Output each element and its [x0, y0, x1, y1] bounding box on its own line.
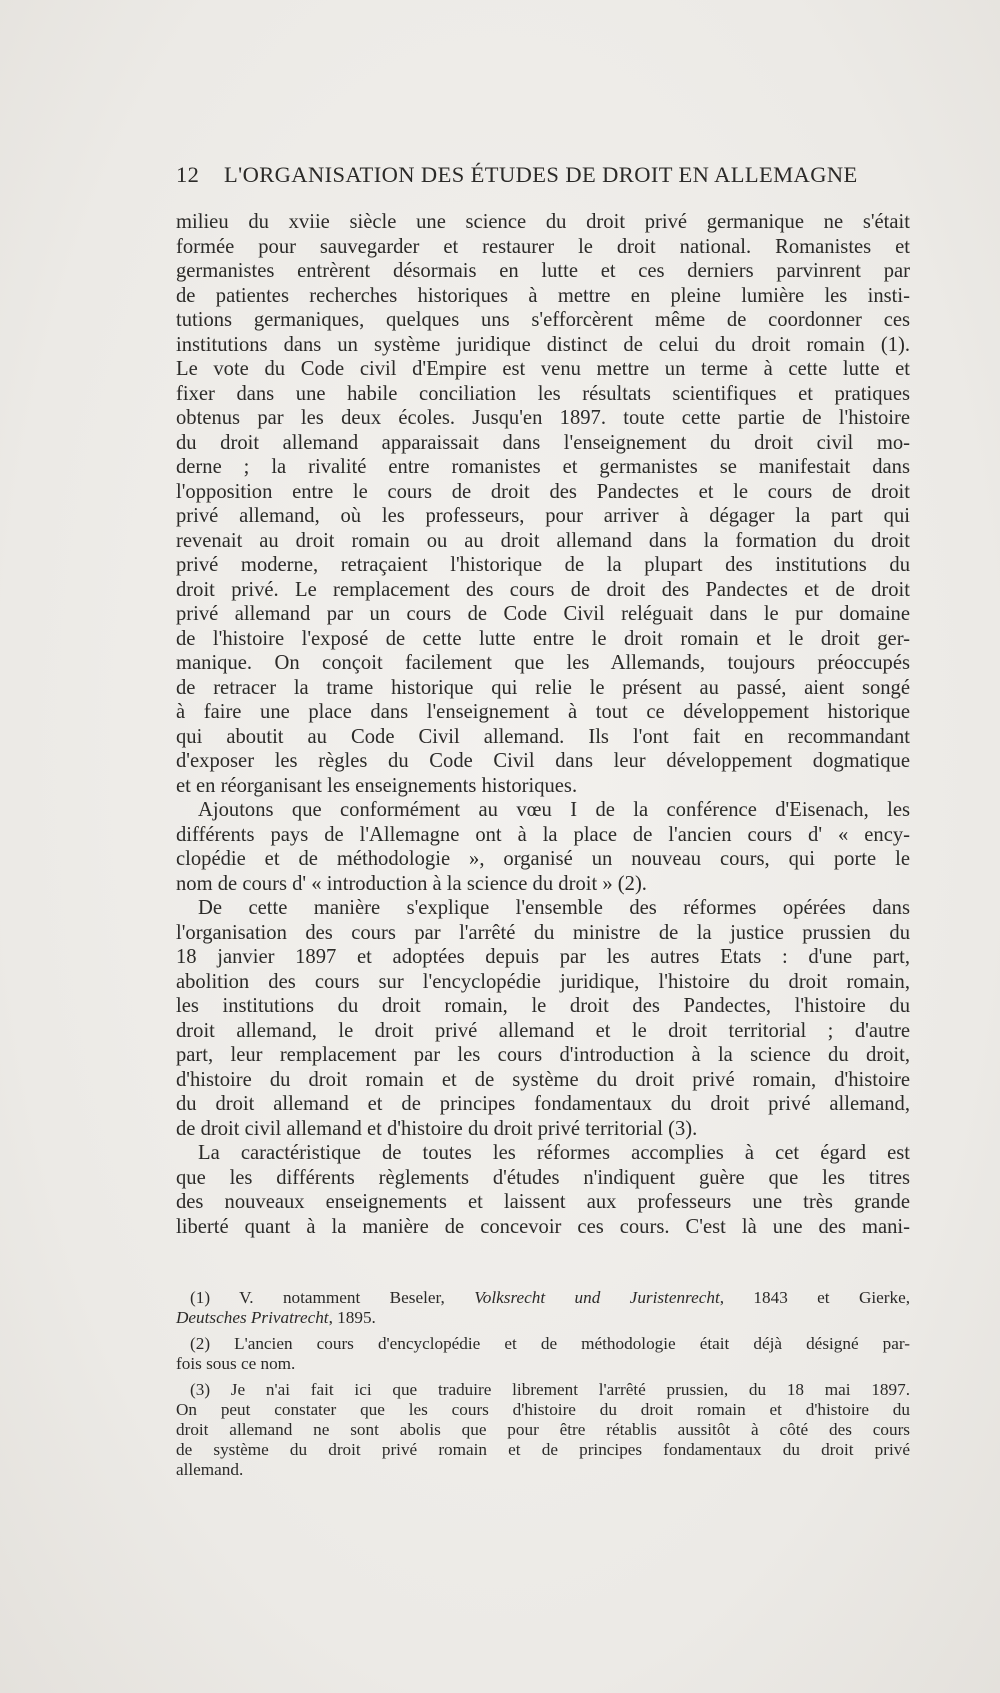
cited-work-title: Deutsches Privatrecht — [176, 1308, 329, 1327]
footnote-text: de système du droit privé romain et de principes fondamentaux du droit privé — [176, 1440, 910, 1459]
text-line: privé allemand, où les professeurs, pour arriver à dégager la part qui — [176, 505, 910, 527]
footnote-1 — [176, 1288, 910, 1328]
text-line: clopédie et de méthodologie », organisé un nouveau cours, qui porte le — [176, 848, 910, 870]
text-line: des nouveaux enseignements et laissent aux professeurs une très grande — [176, 1191, 910, 1213]
text-line: germanistes entrèrent désormais en lutte et ces derniers parvinrent par — [176, 260, 910, 282]
cited-work-title: Volksrecht und Juristenrecht — [474, 1288, 720, 1307]
text-line: De cette manière s'explique l'ensemble des réformes opérées dans — [198, 897, 910, 919]
footnote-3 — [176, 1380, 910, 1480]
footnote-line — [176, 1288, 910, 1308]
text-line: Ajoutons que conformément au vœu I de la conférence d'Eisenach, les — [198, 799, 910, 821]
footnote-text: , 1895. — [328, 1308, 376, 1327]
text-line: privé moderne, retraçaient l'historique de la plupart des institutions du — [176, 554, 910, 576]
footnote-line — [176, 1460, 910, 1480]
footnote-text: , 1843 et Gierke, — [719, 1288, 911, 1307]
text-line: obtenus par les deux écoles. Jusqu'en 1897. toute cette partie de l'histoire — [176, 407, 910, 429]
text-line: nom de cours d' « introduction à la science du droit » (2). — [176, 872, 647, 895]
main-text — [176, 210, 910, 1239]
text-line: revenait au droit romain ou au droit allemand dans la formation du droit — [176, 529, 910, 552]
text-line: liberté quant à la manière de concevoir ces cours. C'est là une des mani- — [176, 1215, 910, 1238]
text-line: droit allemand, le droit privé allemand et le droit territorial ; d'autre — [176, 1019, 910, 1042]
text-line: 18 janvier 1897 et adoptées depuis par les autres Etats : d'une part, — [176, 946, 910, 968]
text-line: milieu du xviie siècle une science du droit privé germanique ne s'était — [176, 211, 910, 233]
footnote-text: droit allemand ne sont abolis que pour être rétablis aussitôt à côté des cours — [176, 1420, 910, 1439]
footnote-line — [176, 1354, 910, 1374]
text-line: de patientes recherches historiques à mettre en pleine lumière les insti- — [176, 284, 910, 307]
text-line: qui aboutit au Code Civil allemand. Ils l'ont fait en recommandant — [176, 725, 910, 748]
footnote-text: (1) V. notamment Beseler, — [190, 1288, 475, 1307]
text-line: privé allemand par un cours de Code Civil reléguait dans le pur domaine — [176, 603, 910, 625]
footnote-line — [176, 1400, 910, 1420]
footnote-line — [176, 1334, 910, 1354]
text-line: et en réorganisant les enseignements historiques. — [176, 774, 578, 797]
text-line: l'organisation des cours par l'arrêté du ministre de la justice prussien du — [176, 921, 910, 944]
text-line: l'opposition entre le cours de droit des Pandectes et le cours de droit — [176, 480, 910, 503]
footnote-text: (3) Je n'ai fait ici que traduire librement l'arrêté prussien, du 18 mai 1897. — [190, 1380, 910, 1399]
text-line: du droit allemand apparaissait dans l'enseignement du droit civil mo- — [176, 431, 910, 454]
footnote-line — [176, 1420, 910, 1440]
text-line: de l'histoire l'exposé de cette lutte entre le droit romain et le droit ger- — [176, 627, 910, 650]
text-line: de retracer la trame historique qui relie le présent au passé, aient songé — [176, 676, 910, 699]
text-line: abolition des cours sur l'encyclopédie juridique, l'histoire du droit romain, — [176, 970, 910, 993]
footnote-line — [176, 1440, 910, 1460]
text-line: que les différents règlements d'études n'indiquent guère que les titres — [176, 1166, 910, 1189]
text-line: formée pour sauvegarder et restaurer le droit national. Romanistes et — [176, 235, 910, 258]
text-line: droit privé. Le remplacement des cours de droit des Pandectes et de droit — [176, 578, 910, 601]
footnote-2 — [176, 1334, 910, 1374]
text-line: fixer dans une habile conciliation les résultats scientifiques et pratiques — [176, 382, 910, 405]
text-line: de droit civil allemand et d'histoire du droit privé territorial (3). — [176, 1117, 698, 1140]
text-line: La caractéristique de toutes les réformes accomplies à cet égard est — [198, 1142, 910, 1164]
text-line: tutions germaniques, quelques uns s'efforcèrent même de coordonner ces — [176, 309, 910, 331]
running-title: L'ORGANISATION DES ÉTUDES DE DROIT EN ALLEMAGNE — [224, 162, 858, 187]
text-line: à faire une place dans l'enseignement à tout ce développement historique — [176, 701, 910, 723]
text-line: d'histoire du droit romain et de système du droit privé romain, d'histoire — [176, 1068, 910, 1091]
text-line: manique. On conçoit facilement que les Allemands, toujours préoccupés — [176, 652, 910, 674]
footnote-text: allemand. — [176, 1460, 244, 1479]
footnote-line — [176, 1308, 910, 1328]
footnote-text: fois sous ce nom. — [176, 1354, 296, 1373]
footnote-text: (2) L'ancien cours d'encyclopédie et de méthodologie était déjà désigné par- — [190, 1334, 910, 1353]
footnotes — [176, 1288, 910, 1480]
text-line: les institutions du droit romain, le droit des Pandectes, l'histoire du — [176, 995, 910, 1017]
text-line: d'exposer les règles du Code Civil dans leur développement dogmatique — [176, 750, 910, 772]
footnote-line — [176, 1380, 910, 1400]
text-line: institutions dans un système juridique distinct de celui du droit romain (1). — [176, 333, 910, 356]
footnote-text: On peut constater que les cours d'histoire du droit romain et d'histoire du — [176, 1400, 910, 1419]
page-number: 12 — [176, 162, 200, 187]
text-line: du droit allemand et de principes fondamentaux du droit privé allemand, — [176, 1093, 910, 1115]
text-line: différents pays de l'Allemagne ont à la place de l'ancien cours d' « ency- — [176, 823, 910, 846]
text-line: derne ; la rivalité entre romanistes et germanistes se manifestait dans — [176, 456, 910, 478]
text-line: part, leur remplacement par les cours d'introduction à la science du droit, — [176, 1044, 910, 1066]
running-header — [176, 162, 896, 190]
text-line: Le vote du Code civil d'Empire est venu mettre un terme à cette lutte et — [176, 358, 910, 380]
